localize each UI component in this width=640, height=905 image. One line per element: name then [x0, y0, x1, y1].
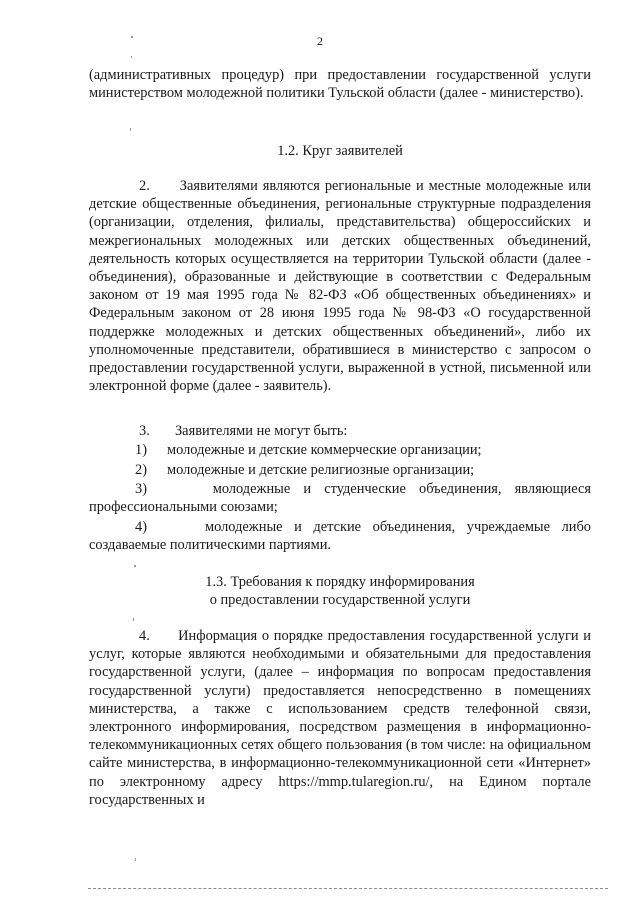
list-item-number: 1) [135, 442, 147, 458]
paragraph-4 [89, 627, 591, 809]
section-1-3-heading [89, 573, 591, 609]
list-item-number: 4) [135, 519, 147, 535]
paragraph-2 [89, 177, 591, 395]
section-1-3-title-line2: о предоставлении государственной услуги [209, 592, 471, 609]
list-item-text [89, 518, 591, 554]
scan-speck [131, 56, 132, 58]
section-1-2-heading [89, 142, 591, 160]
page-number: 2 [317, 34, 323, 48]
list-item-body: молодежные и студенческие объединения, являющиеся профессиональными союзами; [89, 481, 591, 516]
list-item [89, 441, 591, 459]
list-item-number: 2) [135, 462, 147, 478]
list-item [89, 480, 591, 516]
paragraph-3-text: 3. Заявителями не могут быть: [139, 423, 348, 439]
intro-paragraph [89, 66, 591, 102]
list-item-text: молодежные и детские религиозные организации; [167, 462, 475, 478]
scan-edge-line [88, 888, 608, 890]
list-item [89, 461, 591, 479]
list-item-text [89, 480, 591, 516]
paragraph-3 [89, 422, 591, 440]
intro-text: (административных процедур) при предоставлении государственной услуги министерством молодежной политики Тульской области (далее - министерство). [89, 67, 591, 102]
paragraph-2-text: 2. Заявителями являются региональные и местные молодежные или детские общественные объединения, региональные структурные подразделения (организации, отделения, филиалы, представительства) общероссийских и межрегиональных молодежных или детских общественных объединений, деятельность которых осуществляется на территории Тульской области (далее - объединения), образованные и действующие в соответствии с Федеральным законом от 19 мая 1995 года № 82-ФЗ «Об общественных объединениях» и Федеральным законом от 28 июня 1995 года № 98-ФЗ «О государственной поддержке молодежных и детских общественных объединений», либо их уполномоченные представители, обратившиеся в министерство с запросом о предоставлении государственной услуги, выраженной в устной, письменной или электронной форме (далее - заявитель). [89, 178, 591, 395]
scan-speck [135, 858, 136, 861]
list-item [89, 518, 591, 554]
scan-speck [131, 36, 133, 38]
list-item-number: 3) [135, 481, 147, 497]
section-1-2-title: 1.2. Круг заявителей [277, 143, 403, 159]
paragraph-4-text: 4. Информация о порядке предоставления государственной услуги и услуг, которые являются необходимыми и обязательными для предоставления государственной услуги, (далее – информация по вопросам предоставления государственной услуги) предоставляется непосредственно в помещениях министерства, а также с использованием средств телефонной связи, электронного информирования, посредством размещения в информационно-телекоммуникационных сетях общего пользования (в том числе: на официальном сайте министерства, в информационно-телекоммуникационной сети «Интернет» по электронному адресу https://mmp.tularegion.ru/, на Едином портале государственных и [89, 628, 591, 808]
scan-speck [134, 565, 136, 567]
scan-speck [130, 128, 131, 131]
list-item-body: молодежные и детские объединения, учреждаемые либо создаваемые политическими партиями. [89, 519, 591, 554]
scan-speck [133, 618, 134, 621]
list-item-text: молодежные и детские коммерческие организации; [167, 442, 482, 458]
section-1-3-title-line1: 1.3. Требования к порядку информирования [205, 574, 475, 590]
